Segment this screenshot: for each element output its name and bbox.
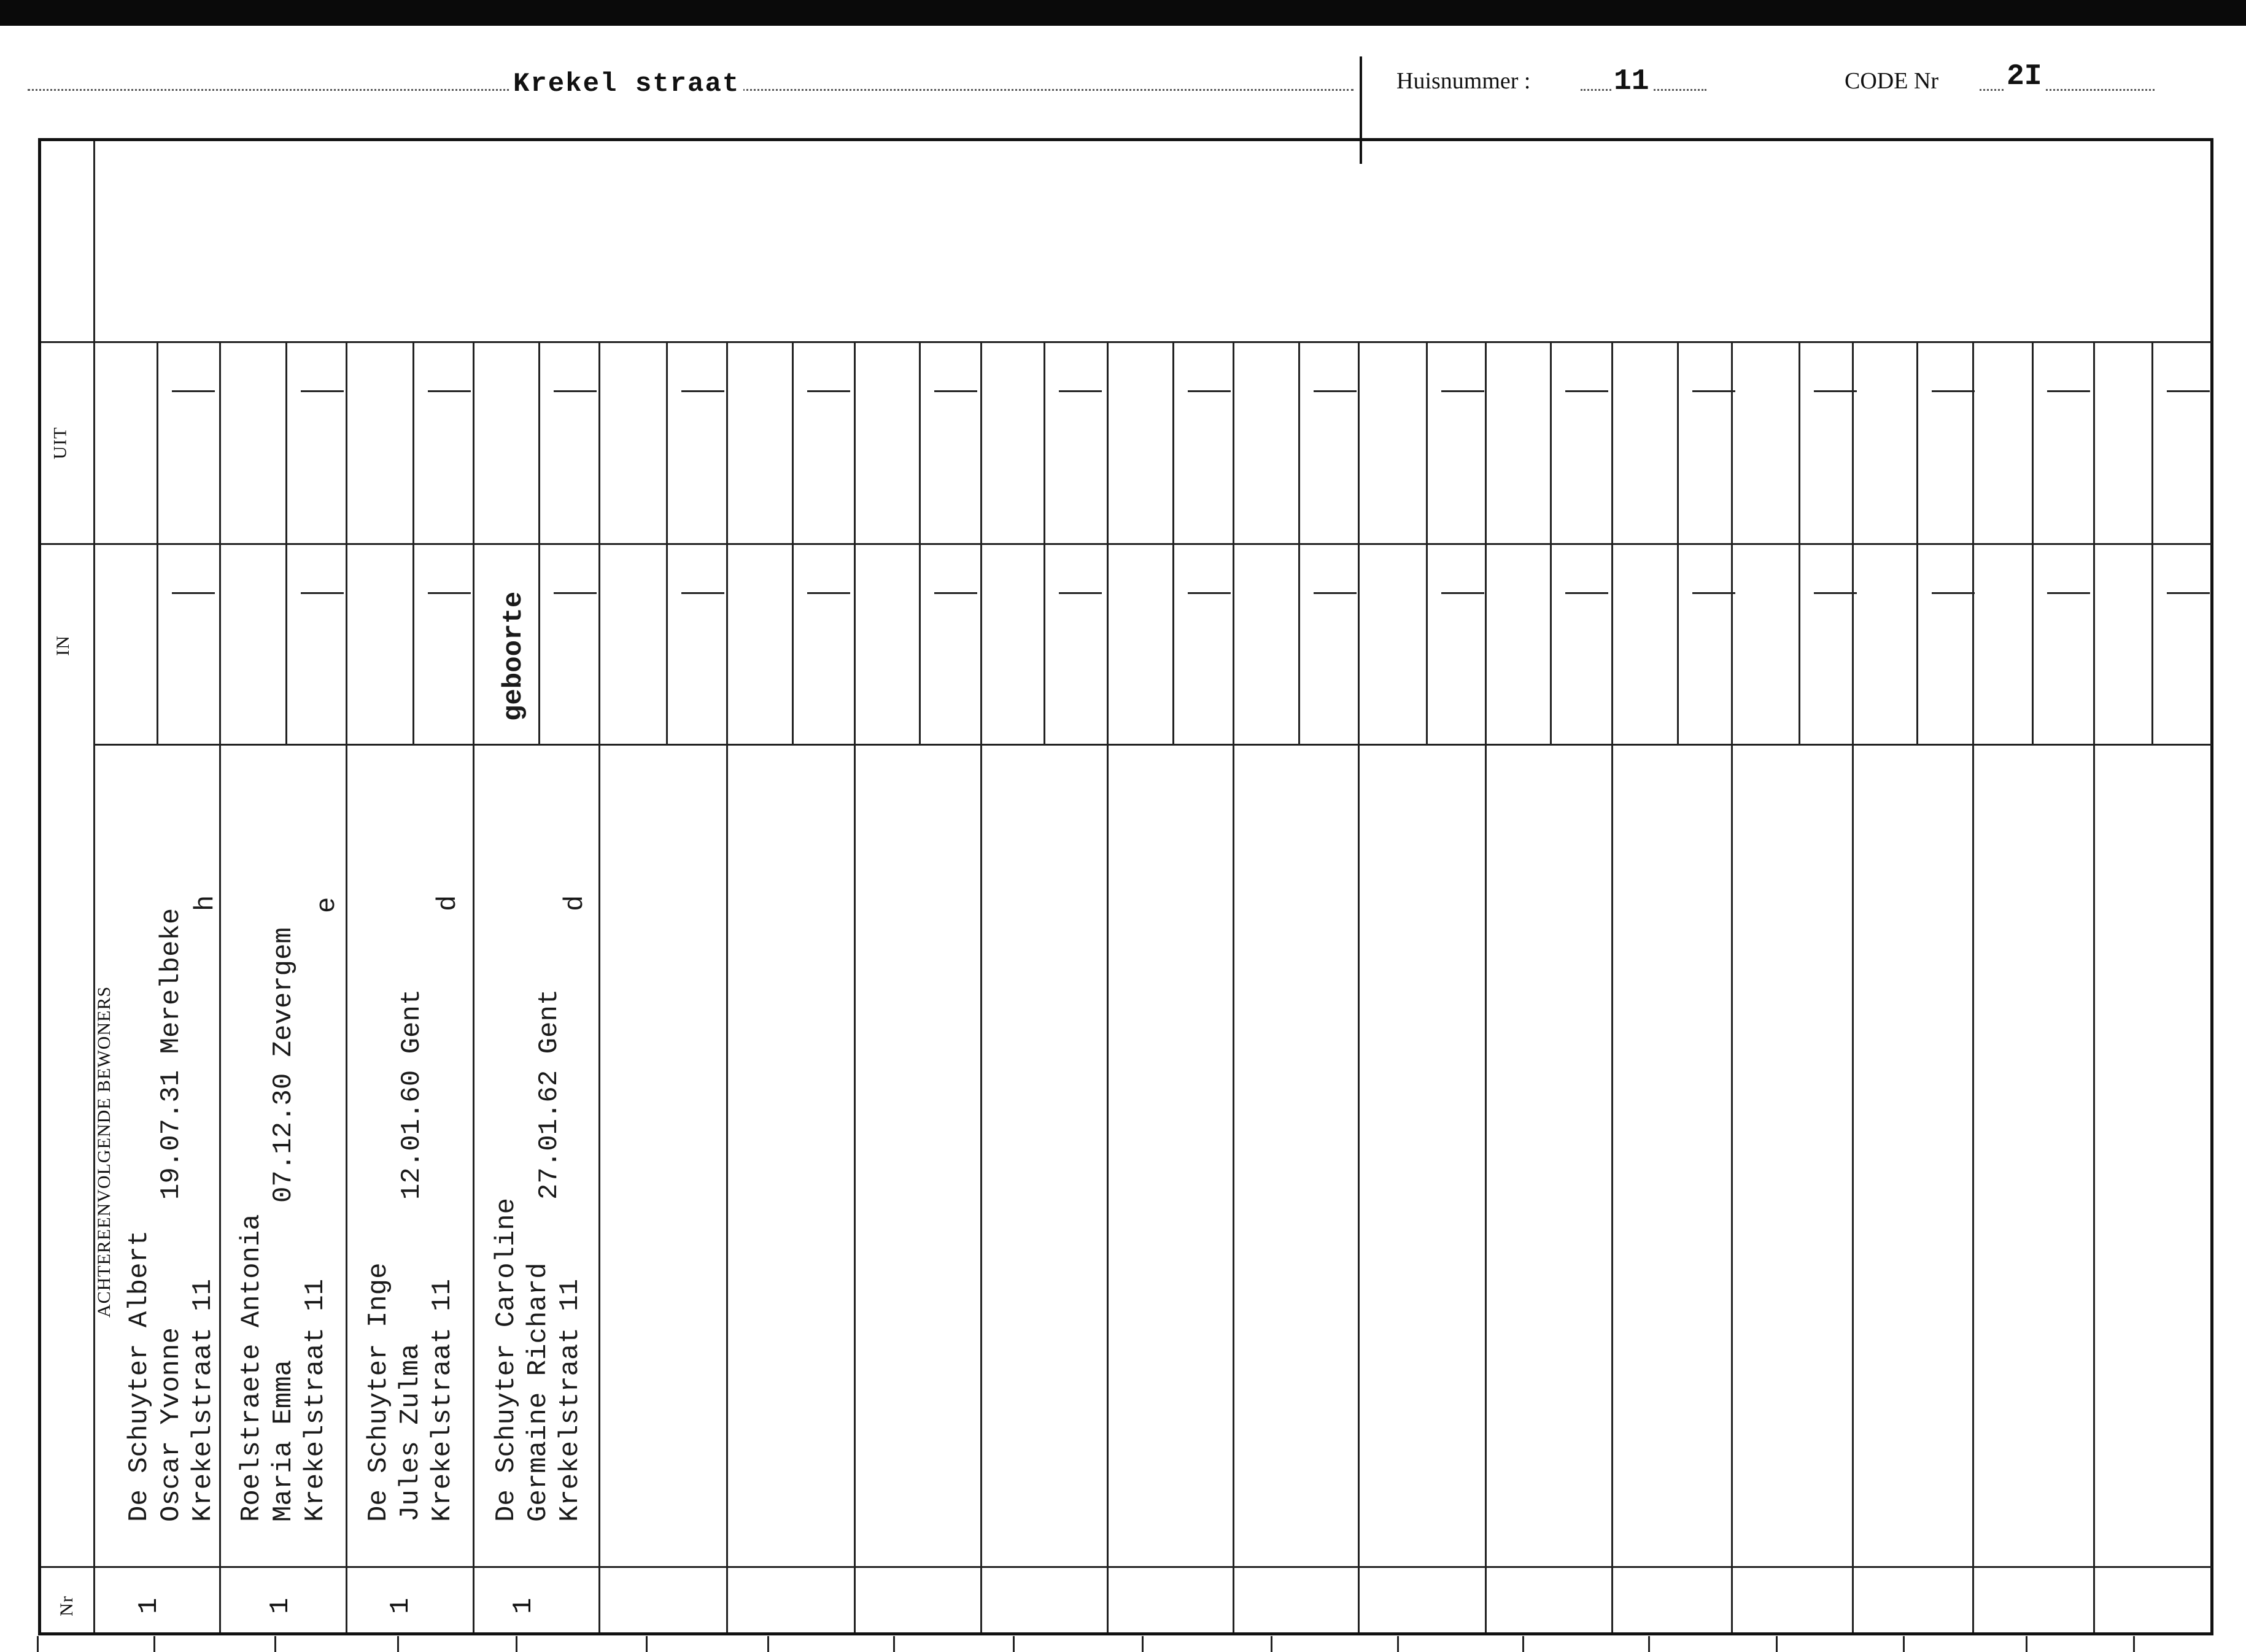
in-dash-mark — [2167, 592, 2210, 594]
subcolumn-divider — [157, 343, 158, 744]
row-label-uit: UIT — [50, 427, 71, 460]
code-value: 2I — [2004, 60, 2045, 93]
column-divider — [473, 343, 474, 1632]
in-dash-mark — [1565, 592, 1608, 594]
column-divider — [1972, 343, 1974, 1632]
bottom-edge-tick — [1013, 1636, 1015, 1652]
uit-dash-mark — [1932, 390, 1975, 392]
in-dash-mark — [172, 592, 215, 594]
bottom-edge-tick — [1271, 1636, 1272, 1652]
subcolumn-divider — [2151, 343, 2153, 744]
subcolumn-divider — [412, 343, 414, 744]
in-bewoners-divider — [95, 744, 2212, 746]
resident-nr: 1 — [385, 1597, 416, 1614]
resident-name-line: Germaine Richard — [523, 1262, 554, 1522]
column-divider — [1731, 343, 1733, 1632]
code-label: CODE Nr — [1845, 68, 1939, 94]
in-dash-mark — [934, 592, 977, 594]
resident-address-line: Krekelstraat 11 — [300, 1278, 331, 1522]
bottom-edge-tick — [37, 1636, 39, 1652]
uit-dash-mark — [1814, 390, 1857, 392]
resident-birth: 12.01.60 Gent — [397, 989, 427, 1200]
uit-dash-mark — [2047, 390, 2090, 392]
resident-name-line: Jules Zulma — [395, 1343, 426, 1522]
uit-dash-mark — [1188, 390, 1231, 392]
label-column-divider — [93, 141, 95, 1632]
in-note: geboorte — [498, 591, 529, 721]
resident-address-line: Krekelstraat 11 — [188, 1278, 219, 1522]
column-divider — [726, 343, 728, 1632]
resident-code: d — [560, 895, 591, 911]
bottom-edge-tick — [1142, 1636, 1144, 1652]
bottom-edge-tick — [2026, 1636, 2027, 1652]
bewoners-nr-divider — [41, 1566, 2212, 1568]
resident-birth: 07.12.30 Zevergem — [268, 927, 299, 1203]
in-dash-mark — [1692, 592, 1735, 594]
resident-nr: 1 — [508, 1597, 539, 1614]
resident-nr: 1 — [265, 1597, 296, 1614]
bottom-edge-tick — [1776, 1636, 1778, 1652]
subcolumn-divider — [1426, 343, 1428, 744]
column-divider — [1107, 343, 1109, 1632]
uit-dash-mark — [681, 390, 724, 392]
bottom-edge-tick — [893, 1636, 895, 1652]
in-dash-mark — [681, 592, 724, 594]
resident-name-line: De Schuyter Caroline — [491, 1197, 522, 1522]
huisnummer-value: 11 — [1611, 65, 1652, 98]
uit-top-divider — [41, 341, 96, 343]
uit-dash-mark — [1059, 390, 1102, 392]
column-divider — [1358, 343, 1360, 1632]
resident-code: h — [190, 895, 221, 911]
subcolumn-divider — [1550, 343, 1552, 744]
bottom-edge-tick — [646, 1636, 648, 1652]
resident-name-line: Maria Emma — [268, 1359, 299, 1522]
in-dash-mark — [807, 592, 850, 594]
form-header — [0, 26, 2246, 136]
column-divider — [1852, 343, 1854, 1632]
subcolumn-divider — [1044, 343, 1045, 744]
subcolumn-divider — [666, 343, 668, 744]
resident-code: e — [312, 897, 343, 913]
column-divider — [346, 343, 347, 1632]
scan-top-edge — [0, 0, 2246, 26]
resident-name-line: Roelstraete Antonia — [236, 1214, 267, 1522]
uit-dash-mark — [2167, 390, 2210, 392]
uit-dash-mark — [1565, 390, 1608, 392]
subcolumn-divider — [1298, 343, 1300, 744]
in-dash-mark — [554, 592, 597, 594]
bottom-edge-tick — [516, 1636, 517, 1652]
in-dash-mark — [2047, 592, 2090, 594]
uit-dash-mark — [428, 390, 471, 392]
subcolumn-divider — [1916, 343, 1918, 744]
column-divider — [598, 343, 600, 1632]
resident-name-line: De Schuyter Inge — [363, 1262, 394, 1522]
column-divider — [2093, 343, 2095, 1632]
in-dash-mark — [1059, 592, 1102, 594]
subcolumn-divider — [1677, 343, 1679, 744]
column-divider — [854, 343, 856, 1632]
in-dash-mark — [428, 592, 471, 594]
resident-nr: 1 — [134, 1597, 165, 1614]
bottom-edge-tick — [1397, 1636, 1399, 1652]
resident-code: d — [433, 895, 463, 911]
bottom-edge-tick — [1522, 1636, 1524, 1652]
bottom-edge-tick — [1903, 1636, 1905, 1652]
subcolumn-divider — [285, 343, 287, 744]
resident-address-line: Krekelstraat 11 — [427, 1278, 458, 1522]
uit-dash-mark — [934, 390, 977, 392]
subcolumn-divider — [2032, 343, 2034, 744]
uit-dash-mark — [1692, 390, 1735, 392]
column-divider — [1233, 343, 1234, 1632]
uit-dash-mark — [807, 390, 850, 392]
column-divider — [219, 343, 221, 1632]
bottom-edge-tick — [397, 1636, 399, 1652]
huisnummer-label: Huisnummer : — [1396, 68, 1531, 94]
row-label-bewoners: ACHTEREENVOLGENDE BEWONERS — [94, 986, 115, 1318]
uit-dash-mark — [301, 390, 344, 392]
uit-in-divider — [41, 543, 2212, 545]
subcolumn-divider — [1799, 343, 1800, 744]
row-label-in: IN — [52, 635, 73, 656]
uit-dash-mark — [554, 390, 597, 392]
uit-dash-mark — [172, 390, 215, 392]
column-divider — [1611, 343, 1613, 1632]
bottom-edge-tick — [1648, 1636, 1650, 1652]
in-dash-mark — [1441, 592, 1484, 594]
in-dash-mark — [1814, 592, 1857, 594]
uit-dash-mark — [1441, 390, 1484, 392]
resident-address-line: Krekelstraat 11 — [555, 1278, 586, 1522]
subcolumn-divider — [1172, 343, 1174, 744]
subcolumn-divider — [792, 343, 794, 744]
row-label-nr: Nr — [56, 1596, 77, 1616]
resident-name-line: Oscar Yvonne — [156, 1327, 187, 1522]
bottom-edge-tick — [153, 1636, 155, 1652]
subcolumn-divider — [538, 343, 540, 744]
uit-dash-mark — [1314, 390, 1357, 392]
resident-birth: 19.07.31 Merelbeke — [156, 908, 187, 1200]
bottom-edge-tick — [767, 1636, 769, 1652]
in-dash-mark — [301, 592, 344, 594]
bottom-edge-tick — [2133, 1636, 2135, 1652]
resident-birth: 27.01.62 Gent — [534, 989, 565, 1200]
bottom-edge-tick — [274, 1636, 276, 1652]
resident-name-line: De Schuyter Albert — [124, 1230, 155, 1522]
in-dash-mark — [1188, 592, 1231, 594]
column-divider — [1485, 343, 1487, 1632]
subcolumn-divider — [919, 343, 921, 744]
in-dash-mark — [1932, 592, 1975, 594]
column-divider — [980, 343, 982, 1632]
street-name: Krekel straat — [509, 69, 743, 99]
in-dash-mark — [1314, 592, 1357, 594]
